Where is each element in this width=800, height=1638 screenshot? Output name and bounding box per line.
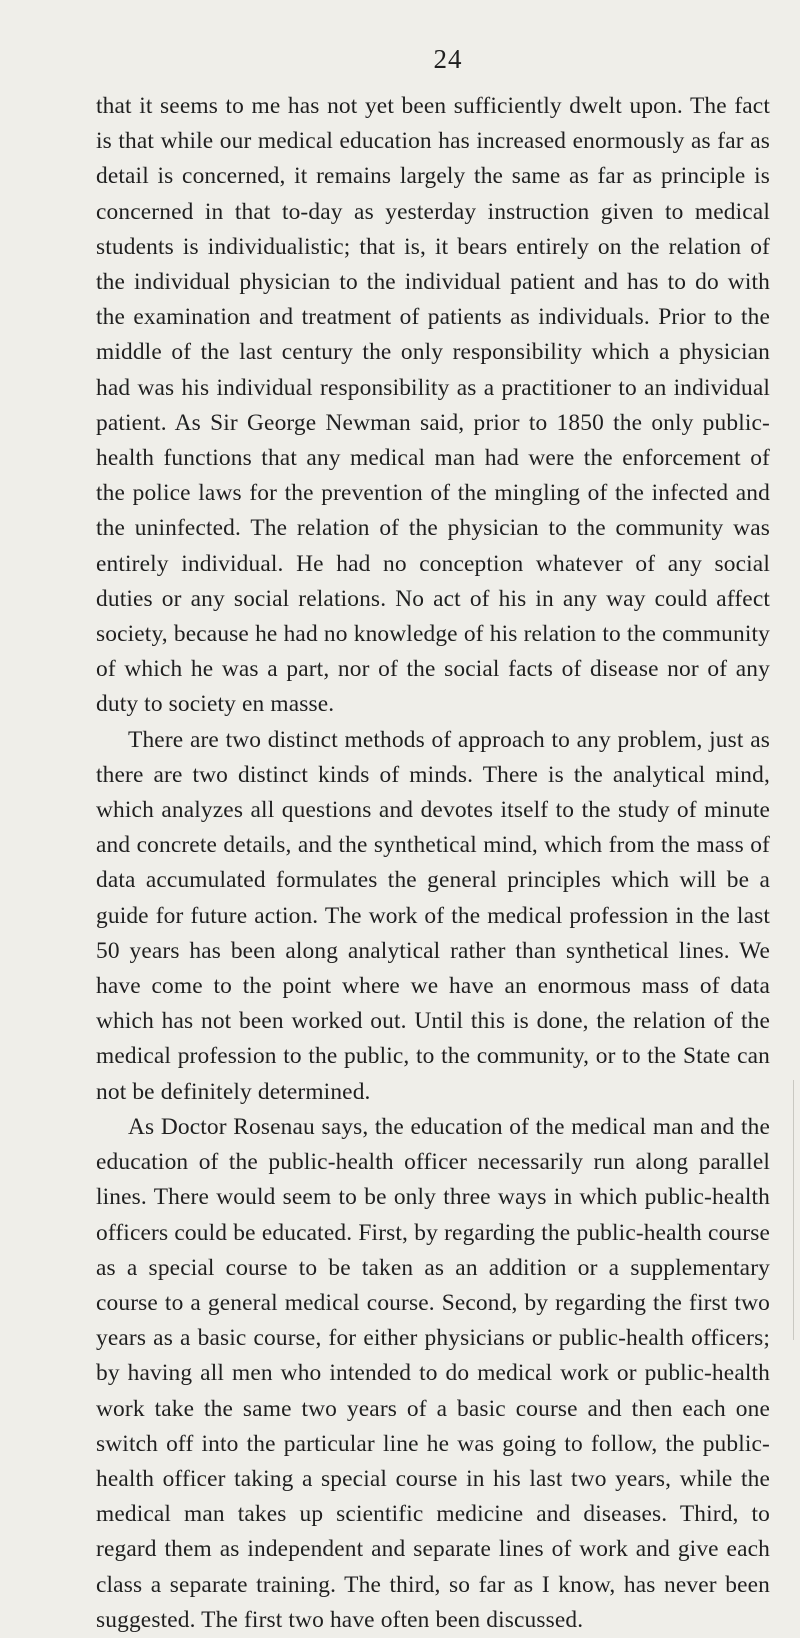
page-number: 24 bbox=[433, 44, 463, 74]
paragraph-1: that it seems to me has not yet been sufficiently dwelt upon. The fact is that while our medical education has increased enormously as far as detail is concerned, it remains largely the same as far as principle is concerned in that to-day as yesterday instruction given to medical students is individualistic; that is, it bears entirely on the relation of the individual physician to the individual patient and has to do with the examination and treatment of patients as individuals. Prior to the middle of the last century the only responsibility which a physician had was his individual responsibility as a practitioner to an individual patient. As Sir George Newman said, prior to 1850 the only public-health functions that any medical man had were the enforcement of the police laws for the prevention of the mingling of the infected and the uninfected. The relation of the physician to the community was entirely individual. He had no conception whatever of any social duties or any social relations. No act of his in any way could affect society, because he had no knowledge of his relation to the community of which he was a part, nor of the social facts of disease nor of any duty to society en masse. bbox=[96, 93, 770, 718]
paragraph-2: There are two distinct methods of approach to any problem, just as there are two distinct kinds of minds. There is the analytical mind, which analyzes all questions and devotes itself to the study of minute and concrete details, and the synthetical mind, which from the mass of data accumulated formulates the general principles which will be a guide for future action. The work of the medical profession in the last 50 years has been along analytical rather than synthetical lines. We have come to the point where we have an enormous mass of data which has not been worked out. Until this is done, the relation of the medical profession to the public, to the community, or to the State can not be definitely determined. bbox=[96, 726, 770, 1105]
paragraph-3: As Doctor Rosenau says, the education of the medical man and the education of the public-health officer necessarily run along parallel lines. There would seem to be only three ways in which public-health officers could be educated. First, by regarding the public-health course as a special course to be taken as an addition or a supplementary course to a general medical course. Second, by regarding the first two years as a basic course, for either physicians or public-health officers; by having all men who intended to do medical work or public-health work take the same two years of a basic course and then each one switch off into the particular line he was going to follow, the public-health officer taking a special course in his last two years, while the medical man takes up scientific medicine and diseases. Third, to regard them as independent and separate lines of work and give each class a separate training. The third, so far as I know, has never been suggested. The first two have often been discussed. bbox=[96, 1113, 770, 1633]
page-edge-shadow bbox=[793, 1080, 794, 1340]
